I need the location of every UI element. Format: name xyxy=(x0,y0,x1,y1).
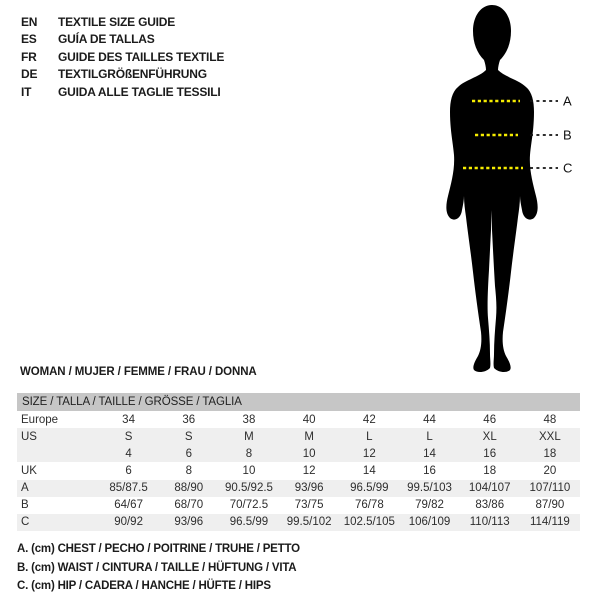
chest-mark-label: A xyxy=(563,93,572,109)
language-code: IT xyxy=(21,84,32,99)
size-cell: 18 xyxy=(483,464,497,477)
size-cell: 79/82 xyxy=(415,499,444,512)
size-cell: 104/107 xyxy=(468,482,511,495)
size-cell: 88/90 xyxy=(174,482,204,495)
row-label: US xyxy=(21,430,37,443)
size-table xyxy=(17,393,580,531)
woman-silhouette xyxy=(446,5,537,372)
language-code: DE xyxy=(21,67,38,82)
size-cell: 12 xyxy=(362,447,376,460)
size-cell: 110/113 xyxy=(469,516,510,529)
row-label: A xyxy=(21,482,29,495)
size-cell: 64/67 xyxy=(114,499,143,512)
size-cell: 96.5/99 xyxy=(229,516,269,529)
size-cell: S xyxy=(184,430,193,443)
language-label: GUÍA DE TALLAS xyxy=(58,32,155,47)
row-label: Europe xyxy=(21,413,59,426)
legend-line: B. (cm) WAIST / CINTURA / TAILLE / HÜFTUNG / VITA xyxy=(17,561,297,574)
size-cell: 4 xyxy=(125,447,132,460)
size-cell: M xyxy=(304,430,314,443)
legend-line: C. (cm) HIP / CADERA / HANCHE / HÜFTE / HIPS xyxy=(17,579,271,592)
size-cell: 90/92 xyxy=(114,516,143,529)
size-cell: 102.5/105 xyxy=(343,516,395,529)
size-cell: 40 xyxy=(302,413,316,426)
size-cell: 16 xyxy=(423,464,436,477)
language-code: EN xyxy=(21,14,38,29)
language-label: TEXTILE SIZE GUIDE xyxy=(58,14,176,29)
size-cell: 114/119 xyxy=(529,516,570,529)
table-row xyxy=(17,428,580,445)
language-code: FR xyxy=(21,49,37,64)
table-row xyxy=(17,480,580,497)
measurement-legend xyxy=(17,540,300,595)
size-table-header: SIZE / TALLA / TAILLE / GRÖSSE / TAGLIA xyxy=(17,393,580,411)
table-row xyxy=(17,411,580,428)
size-cell: 6 xyxy=(125,464,132,477)
size-cell: 10 xyxy=(302,447,316,460)
size-table-body xyxy=(17,411,580,531)
section-heading: WOMAN / MUJER / FEMME / FRAU / DONNA xyxy=(20,366,257,378)
size-cell: 6 xyxy=(185,447,192,460)
language-row xyxy=(21,13,224,31)
language-label: GUIDA ALLE TAGLIE TESSILI xyxy=(58,84,221,99)
size-cell: 42 xyxy=(362,413,376,426)
language-label: TEXTILGRÖßENFÜHRUNG xyxy=(58,67,207,82)
size-cell: 96.5/99 xyxy=(350,482,389,495)
waist-mark-label: B xyxy=(563,127,572,143)
language-label: GUIDE DES TAILLES TEXTILE xyxy=(58,49,225,64)
size-cell: 93/96 xyxy=(174,516,204,529)
table-row xyxy=(17,514,580,531)
language-row xyxy=(21,66,224,84)
language-row xyxy=(21,31,224,49)
size-cell: 70/72.5 xyxy=(229,499,269,512)
hip-mark-label: C xyxy=(563,160,573,176)
size-cell: XXL xyxy=(539,430,561,443)
size-cell: 73/75 xyxy=(294,499,324,512)
size-cell: M xyxy=(244,430,254,443)
size-cell: 99.5/102 xyxy=(286,516,332,529)
table-row xyxy=(17,445,580,462)
size-cell: 93/96 xyxy=(294,482,324,495)
row-label: C xyxy=(21,516,30,529)
size-cell: 46 xyxy=(483,413,497,426)
size-cell: 107/110 xyxy=(529,482,571,495)
measurement-figure xyxy=(420,2,580,377)
size-cell: 20 xyxy=(543,464,557,477)
size-cell: 99.5/103 xyxy=(407,482,452,495)
language-code: ES xyxy=(21,32,37,47)
row-label: B xyxy=(21,499,29,512)
size-cell: S xyxy=(124,430,133,443)
size-cell: L xyxy=(366,430,373,443)
language-row xyxy=(21,83,224,101)
size-cell: 85/87.5 xyxy=(109,482,148,495)
size-cell: 83/86 xyxy=(475,499,505,512)
size-cell: 14 xyxy=(362,464,376,477)
size-cell: 14 xyxy=(423,447,436,460)
size-cell: 44 xyxy=(423,413,436,426)
size-cell: 38 xyxy=(242,413,256,426)
size-cell: 10 xyxy=(242,464,256,477)
table-row xyxy=(17,462,580,479)
size-cell: 48 xyxy=(543,413,557,426)
row-label: UK xyxy=(21,464,37,477)
size-cell: 68/70 xyxy=(174,499,204,512)
size-cell: L xyxy=(426,430,433,443)
size-cell: 18 xyxy=(543,447,557,460)
legend-line: A. (cm) CHEST / PECHO / POITRINE / TRUHE / PETTO xyxy=(17,543,300,556)
size-cell: 34 xyxy=(122,413,135,426)
size-cell: 90.5/92.5 xyxy=(224,482,273,495)
woman-figure-svg xyxy=(420,2,580,377)
table-row xyxy=(17,497,580,514)
size-cell: 36 xyxy=(182,413,196,426)
size-cell: 87/90 xyxy=(535,499,565,512)
size-cell: 16 xyxy=(483,447,497,460)
size-cell: XL xyxy=(482,430,497,443)
size-cell: 12 xyxy=(302,464,316,477)
language-list xyxy=(21,13,224,101)
size-cell: 8 xyxy=(245,447,253,460)
size-cell: 8 xyxy=(185,464,192,477)
size-cell: 76/78 xyxy=(354,499,384,512)
size-cell: 106/109 xyxy=(408,516,451,529)
language-row xyxy=(21,48,224,66)
